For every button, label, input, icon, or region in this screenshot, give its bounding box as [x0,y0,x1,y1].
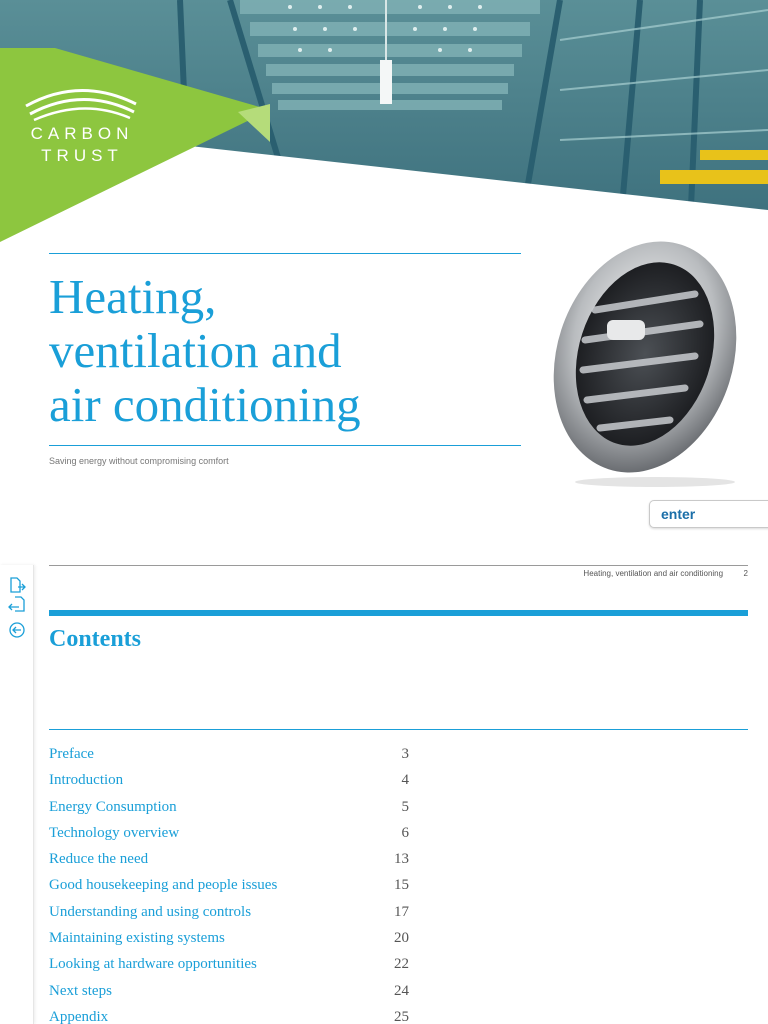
title-top-rule [49,253,521,254]
toc-label[interactable]: Understanding and using controls [49,903,252,920]
toc-label[interactable]: Appendix [49,1008,109,1024]
import-page-icon[interactable] [7,595,27,615]
toc-entry-introduction[interactable] [49,772,429,798]
air-vent-image [545,232,750,487]
toc-page-number: 17 [394,903,409,920]
toc-entry-hardware-opportunities[interactable] [49,956,429,982]
running-head-title: Heating, ventilation and air conditioning [583,569,724,578]
toc-label[interactable]: Preface [49,746,94,762]
back-arrow-icon[interactable] [7,620,27,640]
toc-page-number: 22 [394,956,409,973]
toc-page-number: 25 [394,1008,409,1024]
running-head [480,569,748,578]
title-line-3: air conditioning [49,377,361,432]
toc-label[interactable]: Looking at hardware opportunities [49,956,257,973]
toc-entry-controls[interactable] [49,904,429,930]
page-header-rule [49,565,748,566]
side-toolbar [0,565,34,1024]
toc-page-number: 5 [401,798,409,815]
toc-label[interactable]: Good housekeeping and people issues [49,877,278,894]
contents-rule [49,729,748,730]
contents-accent-bar [49,610,748,616]
toc-page-number: 15 [394,877,409,894]
toc-entry-technology-overview[interactable] [49,825,429,851]
toc-label[interactable]: Technology overview [49,824,180,841]
toc-entry-next-steps[interactable] [49,983,429,1009]
toc-entry-good-housekeeping[interactable] [49,877,429,903]
toc-label[interactable]: Introduction [49,772,124,789]
logo-text-carbon: CARBON [30,124,134,143]
toc-label[interactable]: Maintaining existing systems [49,930,225,947]
toc-page-number: 20 [394,930,409,947]
title-line-2: ventilation and [49,323,342,378]
toc-entry-preface[interactable] [49,746,429,772]
document-subtitle: Saving energy without compromising comfort [49,456,229,466]
title-line-1: Heating, [49,269,217,324]
toc-entry-appendix[interactable] [49,1009,429,1024]
toc-page-number: 24 [394,982,409,999]
contents-heading: Contents [49,626,142,652]
toc-entry-maintaining-systems[interactable] [49,930,429,956]
export-page-icon[interactable] [7,576,27,596]
page-number: 2 [743,569,748,578]
toc-label[interactable]: Energy Consumption [49,798,177,815]
toc-label[interactable]: Reduce the need [49,851,149,868]
toc-page-number: 6 [401,824,409,841]
toc-page-number: 4 [401,772,409,789]
table-of-contents [49,746,429,1024]
document-title [49,270,519,432]
toc-page-number: 13 [394,851,409,868]
toc-entry-energy-consumption[interactable] [49,799,429,825]
toc-entry-reduce-the-need[interactable] [49,851,429,877]
logo-text-trust: TRUST [41,146,123,165]
toc-label[interactable]: Next steps [49,982,112,999]
title-bottom-rule [49,445,521,446]
toc-page-number: 3 [401,746,409,762]
enter-button[interactable]: enter [649,500,768,528]
